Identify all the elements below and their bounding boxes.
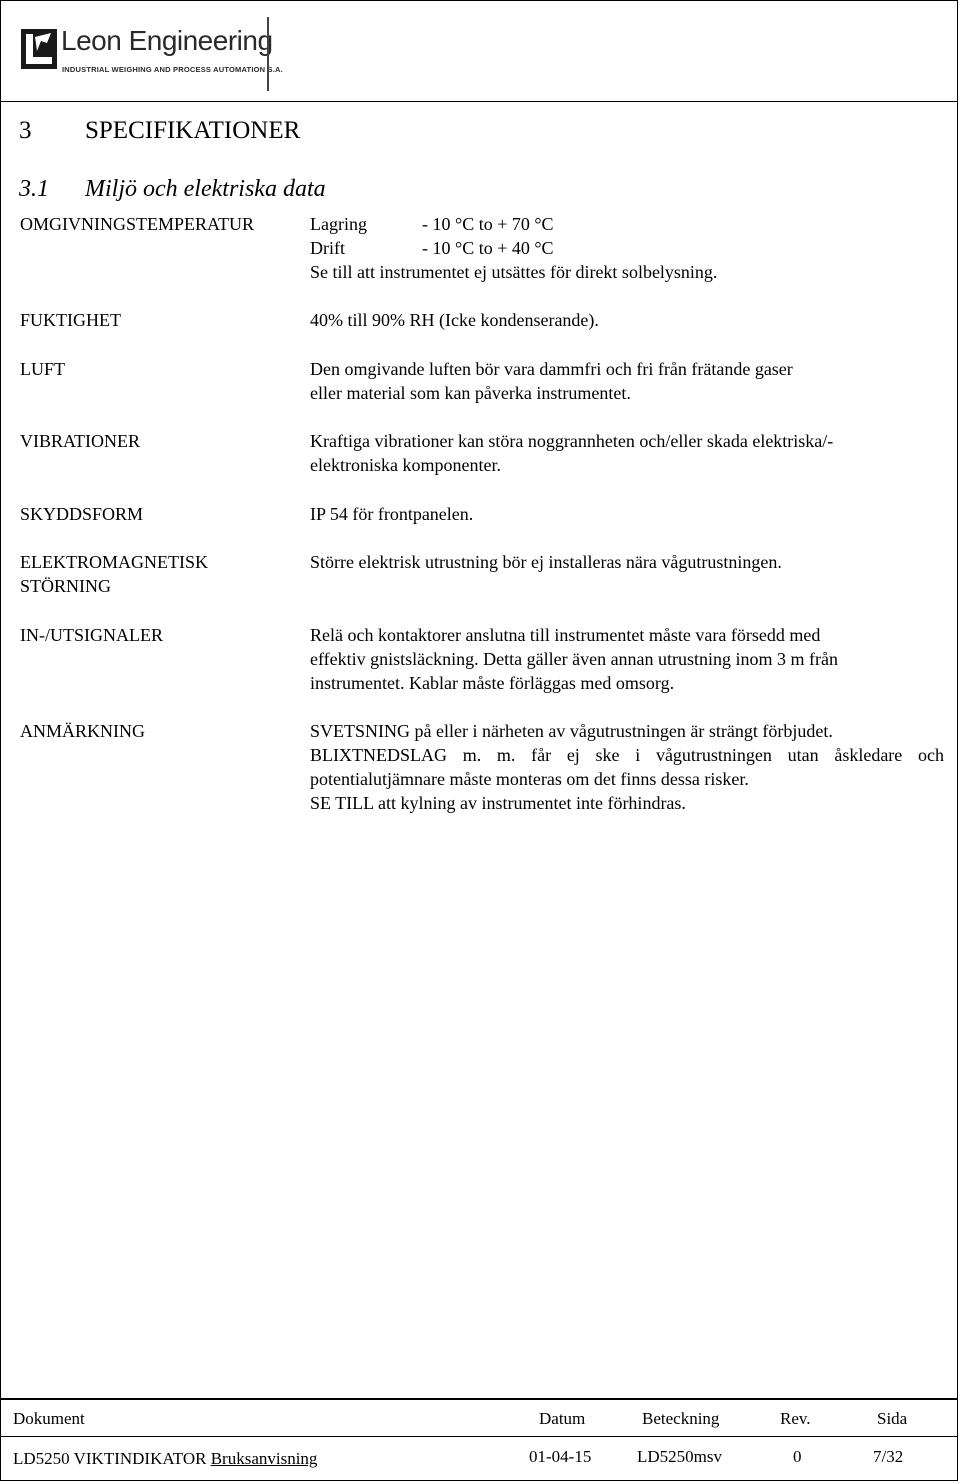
footer-date-value: 01-04-15 [529,1447,592,1466]
section-heading [19,117,300,145]
emc-text: Större elektrisk utrustning bör ej installeras nära vågutrustningen. [310,552,782,572]
emc-label [20,550,208,598]
temperature-label: OMGIVNINGSTEMPERATUR [20,214,255,234]
protection-label: SKYDDSFORM [20,504,144,524]
footer-document-header: Dokument [13,1409,85,1428]
temperature-note: Se till att instrumentet ej utsättes för direkt solbelysning. [310,262,718,282]
header-rule [1,101,957,102]
io-line-1: Relä och kontaktorer anslutna till instrumentet måste vara försedd med [310,625,821,645]
storage-value: - 10 °C to + 70 °C [422,214,554,234]
document-prefix: LD5250 VIKTINDIKATOR [13,1449,211,1468]
section-title: SPECIFIKATIONER [85,117,301,144]
io-text [310,623,838,695]
humidity-label: FUKTIGHET [20,310,121,330]
drift-label: Drift [310,238,345,258]
document-footer [1,1398,957,1484]
company-tagline: INDUSTRIAL WEIGHING AND PROCESS AUTOMATION S.A. [62,65,283,74]
footer-rev-value: 0 [793,1447,802,1466]
storage-label: Lagring [310,214,367,234]
remark-line-1: SVETSNING på eller i närheten av vågutrustningen är strängt förbjudet. [310,721,833,741]
protection-text: IP 54 för frontpanelen. [310,504,474,524]
remark-text [310,719,944,815]
footer-designation-header: Beteckning [642,1409,720,1428]
air-label: LUFT [20,359,65,379]
vibration-text [310,429,833,477]
air-text [310,357,793,405]
remark-line-4: SE TILL att kylning av instrumentet inte förhindras. [310,793,686,813]
io-line-3: instrumentet. Kablar måste förläggas med omsorg. [310,673,675,693]
leon-logo-icon [21,29,57,69]
vibration-line-2: elektroniska komponenter. [310,455,501,475]
air-line-2: eller material som kan påverka instrumentet. [310,383,631,403]
footer-page-header: Sida [877,1409,908,1428]
emc-label-line-2: STÖRNING [20,576,112,596]
vibration-label: VIBRATIONER [20,431,140,451]
footer-date-header: Datum [539,1409,586,1428]
subsection-heading [19,176,326,203]
footer-designation-value: LD5250msv [637,1447,722,1466]
company-logo [21,23,283,83]
subsection-title: Miljö och elektriska data [85,176,326,202]
remark-line-3: potentialutjämnare måste monteras om det finns dessa risker. [310,769,749,789]
subsection-number: 3.1 [19,176,49,202]
drift-value: - 10 °C to + 40 °C [422,238,554,258]
remark-line-2: BLIXTNEDSLAG m. m. får ej ske i vågutrustningen utan åskledare och [310,745,944,765]
document-suffix: Bruksanvisning [210,1449,318,1468]
company-name: Leon Engineering [61,25,273,56]
footer-document-value [13,1449,317,1469]
air-line-1: Den omgivande luften bör vara dammfri och fri från frätande gaser [310,359,793,379]
footer-page-value: 7/32 [873,1447,904,1466]
emc-label-line-1: ELEKTROMAGNETISK [20,552,208,572]
header-divider [267,17,269,91]
temperature-drift [310,236,554,260]
section-number: 3 [19,117,32,144]
humidity-text: 40% till 90% RH (Icke kondenserande). [310,310,599,330]
io-line-2: effektiv gnistsläckning. Detta gäller även annan utrustning inom 3 m från [310,649,839,669]
footer-rev-header: Rev. [780,1409,811,1428]
io-label: IN-/UTSIGNALER [20,625,163,645]
remark-label: ANMÄRKNING [20,721,145,741]
footer-row-divider [1,1436,957,1437]
temperature-storage [310,212,554,236]
vibration-line-1: Kraftiga vibrationer kan störa noggrannheten och/eller skada elektriska/- [310,431,834,451]
